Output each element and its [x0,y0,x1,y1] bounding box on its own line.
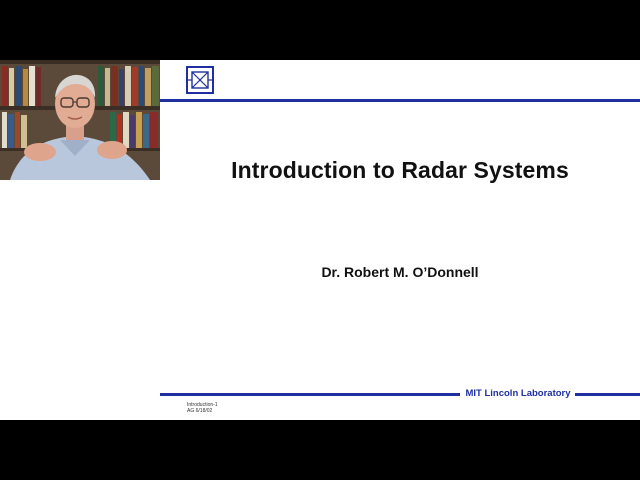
footer-lab-name: MIT Lincoln Laboratory [465,388,571,399]
presenter-name: Dr. Robert M. O’Donnell [321,264,479,280]
presenter-webcam [0,60,160,180]
footer-author-date: AG 6/18/02 [187,408,213,414]
slide-title: Introduction to Radar Systems [231,157,569,183]
footer-rule-left [160,393,460,396]
mit-lincoln-lab-logo-icon [185,65,215,95]
footer-rule-right [575,393,640,396]
footer-slide-id: Introduction-1 [187,402,218,408]
header-rule [160,99,640,102]
presenter-video-image [0,60,160,180]
slide [0,60,640,420]
footer-meta [187,402,218,414]
